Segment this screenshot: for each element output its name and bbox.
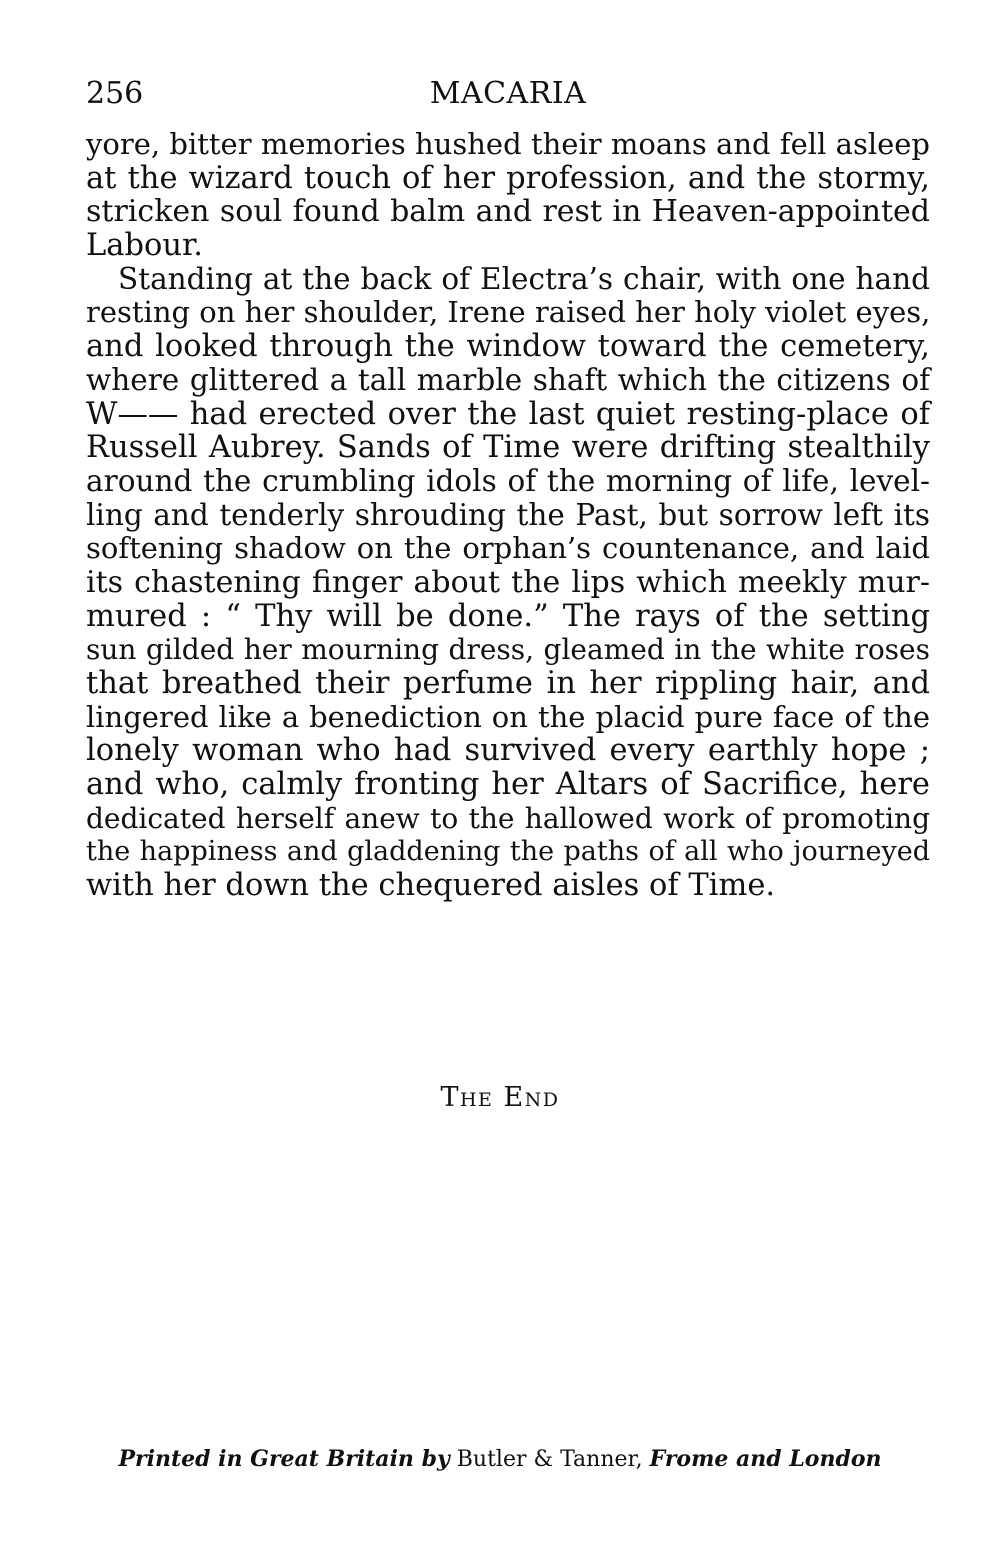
- paragraph-2: [86, 263, 930, 903]
- text-line: with her down the chequered aisles of Time.: [86, 868, 776, 904]
- imprint-location: Frome and London: [649, 1446, 882, 1472]
- text-line: at the wizard touch of her profession, and the stormy,: [86, 160, 930, 196]
- body-text: [86, 128, 930, 903]
- text-line: its chastening finger about the lips which meekly mur-: [86, 564, 930, 600]
- text-line: where glittered a tall marble shaft which the citizens of: [86, 362, 930, 397]
- text-line: yore, bitter memories hushed their moans and fell asleep: [86, 127, 930, 161]
- text-line: around the crumbling idols of the morning of life, level-: [86, 463, 930, 498]
- printer-imprint: [0, 1442, 1000, 1477]
- text-line: that breathed their perfume in her rippling hair, and: [86, 666, 930, 701]
- text-line: and looked through the window toward the cemetery,: [86, 329, 930, 365]
- text-line: Labour.: [86, 228, 203, 264]
- text-line: lonely woman who had survived every earthly hope ;: [86, 733, 930, 769]
- text-line: Russell Aubrey. Sands of Time were drifting stealthily: [86, 430, 930, 466]
- text-line: lingered like a benediction on the placid pure face of the: [86, 699, 930, 734]
- text-line: the happiness and gladdening the paths of all who journeyed: [86, 836, 930, 868]
- page-number: 256: [86, 76, 144, 111]
- page-header: [86, 72, 930, 116]
- text-line: resting on her shoulder, Irene raised her holy violet eyes,: [86, 295, 931, 330]
- paragraph-1: [86, 128, 930, 263]
- imprint-printer: Butler & Tanner,: [456, 1447, 643, 1472]
- text-line: dedicated herself anew to the hallowed work of promoting: [86, 801, 930, 835]
- text-line: Standing at the back of Electra’s chair, with one hand: [118, 261, 930, 296]
- imprint-printed-in: Printed in Great Britain by: [118, 1446, 450, 1472]
- running-title: MACARIA: [429, 76, 587, 111]
- text-line: ling and tenderly shrouding the Past, but sorrow left its: [86, 497, 930, 532]
- text-line: mured : “ Thy will be done.” The rays of the setting: [86, 598, 930, 634]
- the-end-heading: The End: [440, 1082, 560, 1113]
- text-line: stricken soul found balm and rest in Heaven-appointed: [86, 194, 930, 230]
- text-line: softening shadow on the orphan’s countenance, and laid: [86, 531, 930, 566]
- text-line: sun gilded her mourning dress, gleamed in the white roses: [86, 633, 930, 667]
- text-line: and who, calmly fronting her Altars of Sacrifice, here: [86, 767, 930, 803]
- text-line: W—— had erected over the last quiet resting-place of: [86, 396, 930, 432]
